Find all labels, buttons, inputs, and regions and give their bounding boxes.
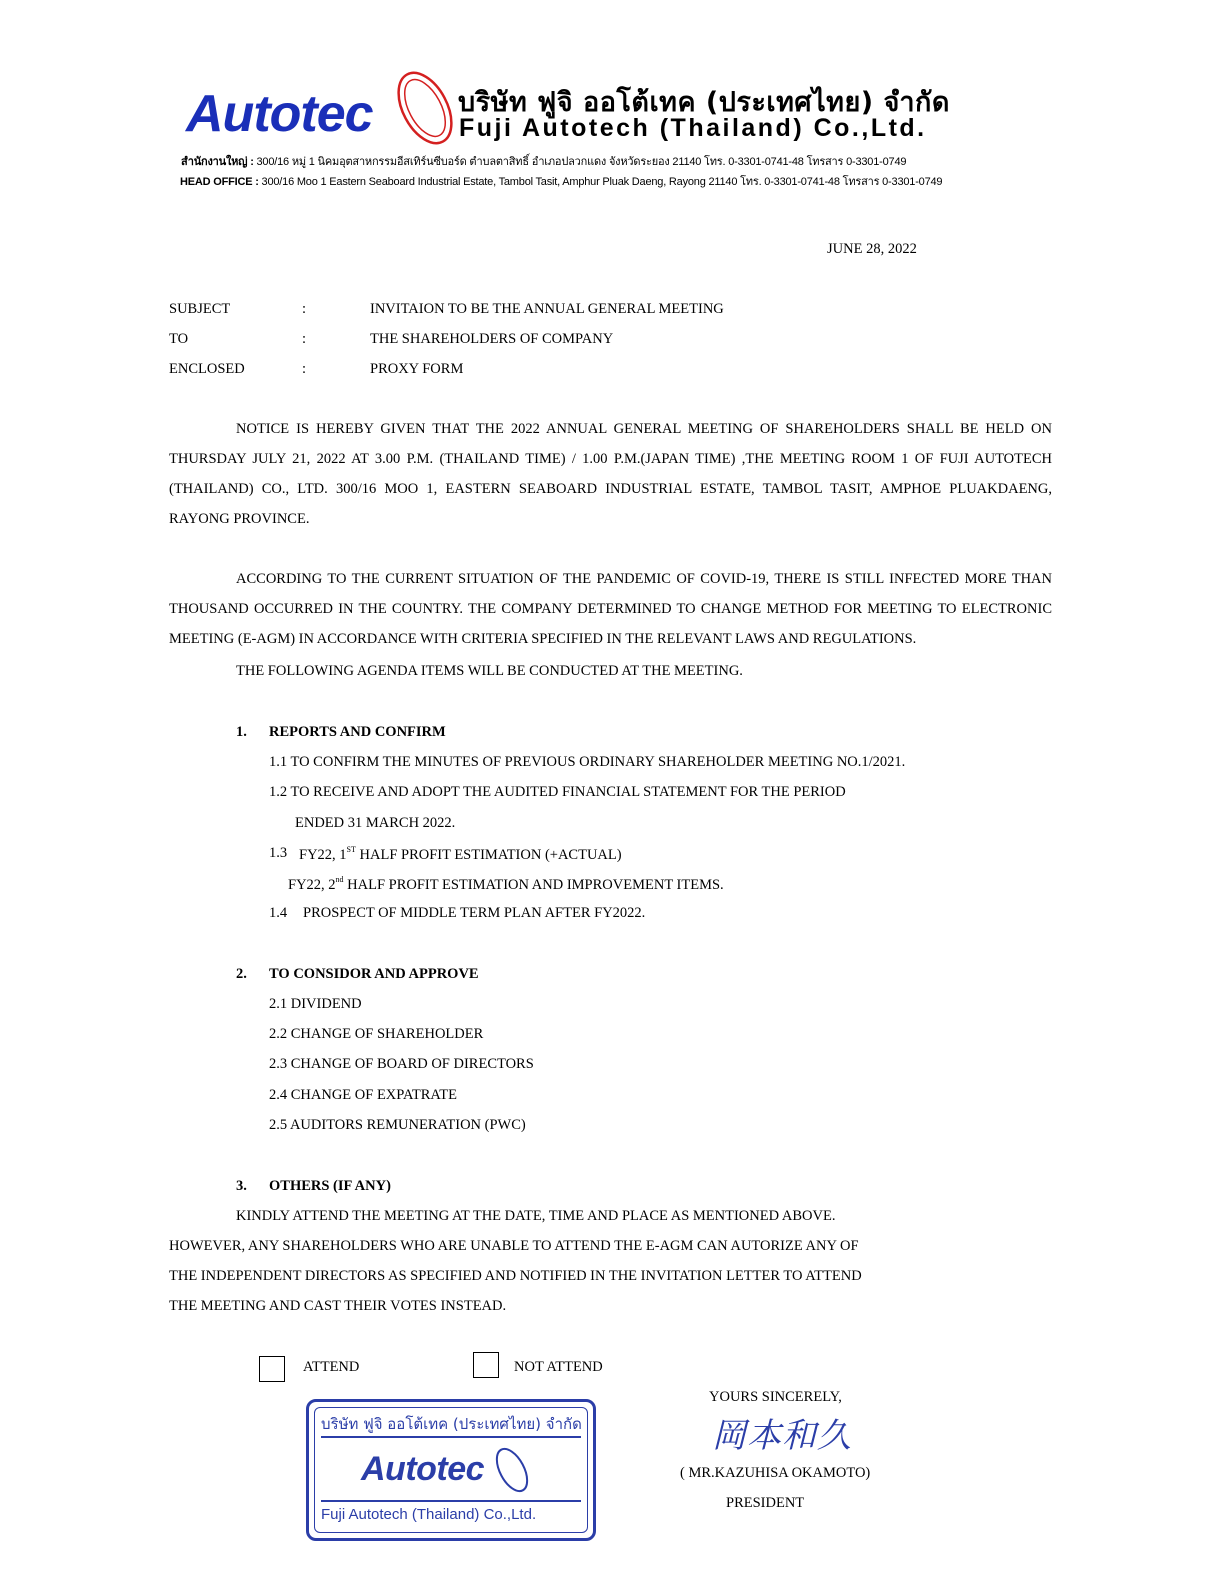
field-separator: : [302,361,307,377]
salutation: YOURS SINCERELY, [709,1389,842,1405]
agenda-item: 2.1 DIVIDEND [269,996,362,1012]
letterhead [0,0,1224,200]
closing-line: THE INDEPENDENT DIRECTORS AS SPECIFIED AND NOTIFIED IN THE INVITATION LETTER TO ATTEND [169,1268,862,1284]
ordinal-suffix: ST [346,845,356,854]
company-logo: Autotec [186,85,373,143]
field-value: INVITAION TO BE THE ANNUAL GENERAL MEETING [370,301,724,317]
agenda-item: 2.5 AUDITORS REMUNERATION (PWC) [269,1117,526,1133]
section-title: OTHERS (IF ANY) [269,1178,391,1194]
agenda-item-number: 1.4 [269,905,288,921]
stamp-logo: Autotec [361,1450,485,1488]
stamp-swoosh-icon [489,1444,535,1496]
agenda-item-continuation: ENDED 31 MARCH 2022. [295,815,456,831]
header-fields [169,301,869,391]
field-value: THE SHAREHOLDERS OF COMPANY [370,331,614,347]
attend-label: ATTEND [303,1359,360,1375]
section-number: 3. [236,1178,247,1194]
company-name-english: Fuji Autotech (Thailand) Co.,Ltd. [459,114,927,142]
closing-line: KINDLY ATTEND THE MEETING AT THE DATE, TIME AND PLACE AS MENTIONED ABOVE. [236,1208,836,1224]
attend-checkbox[interactable] [259,1356,285,1382]
agenda-item: 2.3 CHANGE OF BOARD OF DIRECTORS [269,1056,534,1072]
handwritten-signature: 岡本和久 [712,1416,852,1456]
section-number: 1. [236,724,247,740]
field-value: PROXY FORM [370,361,464,377]
section-number: 2. [236,966,247,982]
subject-row [169,301,869,331]
closing-line: THE MEETING AND CAST THEIR VOTES INSTEAD. [169,1298,507,1314]
agenda-intro: THE FOLLOWING AGENDA ITEMS WILL BE CONDUCTED AT THE MEETING. [236,663,743,679]
stamp-english-name: Fuji Autotech (Thailand) Co.,Ltd. [321,1506,537,1523]
company-name-thai: บริษัท ฟูจิ ออโต้เทค (ประเทศไทย) จำกัด [458,87,950,118]
stamp-divider-bottom [321,1500,581,1502]
field-separator: : [302,331,307,347]
address-english [180,172,942,190]
agenda-item: 1.2 TO RECEIVE AND ADOPT THE AUDITED FINANCIAL STATEMENT FOR THE PERIOD [269,784,846,800]
agenda-item-number: 1.3 [269,845,288,861]
item-text: HALF PROFIT ESTIMATION (+ACTUAL) [355,847,622,863]
agenda-item: 2.2 CHANGE OF SHAREHOLDER [269,1026,484,1042]
signatory-title: PRESIDENT [726,1495,805,1511]
field-label: ENCLOSED [169,361,245,377]
notice-paragraph: NOTICE IS HEREBY GIVEN THAT THE 2022 ANNUAL GENERAL MEETING OF SHAREHOLDERS SHALL BE HELD ON THURSDAY JULY 21, 2022 AT 3.00 P.M. (THAILAND TIME) / 1.00 P.M.(JAPAN TIME) ,THE MEETING ROOM 1 OF FUJI AUTOTECH (THAILAND) CO., LTD. 300/16 MOO 1, EASTERN SEABOARD INDUSTRIAL ESTATE, TAMBOL TASIT, AMPHOE PLUAKDAENG, RAYONG PROVINCE. [169,421,1052,527]
agenda-item: PROSPECT OF MIDDLE TERM PLAN AFTER FY2022. [303,905,646,921]
enclosed-row [169,361,869,391]
agenda-item [299,845,622,864]
field-label: TO [169,331,189,347]
agenda-item: 1.1 TO CONFIRM THE MINUTES OF PREVIOUS ORDINARY SHAREHOLDER MEETING NO.1/2021. [269,754,906,770]
field-separator: : [302,301,307,317]
address-thai-text: 300/16 หมู่ 1 นิคมอุตสาหกรรมอีสเทิร์นซีบอร์ด ตำบลตาสิทธิ์ อำเภอปลวกแดง จังหวัดระยอง 21140 โทร. 0-3301-0741-48 โทรสาร 0-3301-0749 [256,156,907,168]
agenda-item [288,875,724,894]
section-title: TO CONSIDOR AND APPROVE [269,966,479,982]
covid-paragraph: ACCORDING TO THE CURRENT SITUATION OF THE PANDEMIC OF COVID-19, THERE IS STILL INFECTED MORE THAN THOUSAND OCCURRED IN THE COUNTRY. THE COMPANY DETERMINED TO CHANGE METHOD FOR MEETING TO ELECTRONIC MEETING (E-AGM) IN ACCORDANCE WITH CRITERIA SPECIFIED IN THE RELEVANT LAWS AND REGULATIONS. [169,571,1052,647]
stamp-thai-name: บริษัท ฟูจิ ออโต้เทค (ประเทศไทย) จำกัด [321,1415,582,1433]
logo-swoosh-icon [385,66,465,150]
ordinal-suffix: nd [335,875,344,884]
letter-date: JUNE 28, 2022 [827,241,917,257]
item-text: HALF PROFIT ESTIMATION AND IMPROVEMENT ITEMS. [343,877,724,893]
closing-line: HOWEVER, ANY SHAREHOLDERS WHO ARE UNABLE TO ATTEND THE E-AGM CAN AUTORIZE ANY OF [169,1238,859,1254]
signatory-name: ( MR.KAZUHISA OKAMOTO) [680,1465,871,1481]
section-title: REPORTS AND CONFIRM [269,724,446,740]
address-thai-label: สำนักงานใหญ่ : [181,156,254,168]
address-english-label: HEAD OFFICE : [180,176,259,188]
not-attend-label: NOT ATTEND [514,1359,603,1375]
field-label: SUBJECT [169,301,231,317]
address-english-text: 300/16 Moo 1 Eastern Seaboard Industrial Estate, Tambol Tasit, Amphur Pluak Daeng, Rayong 21140 โทร. 0-3301-0741-48 โทรสาร 0-3301-0749 [261,176,943,188]
address-thai [181,152,906,170]
item-text: FY22, 2 [288,877,336,893]
to-row [169,331,869,361]
item-text: FY22, 1 [299,847,347,863]
company-stamp [306,1399,596,1541]
not-attend-checkbox[interactable] [473,1352,499,1378]
stamp-divider-top [321,1436,581,1438]
agenda-item: 2.4 CHANGE OF EXPATRATE [269,1087,457,1103]
